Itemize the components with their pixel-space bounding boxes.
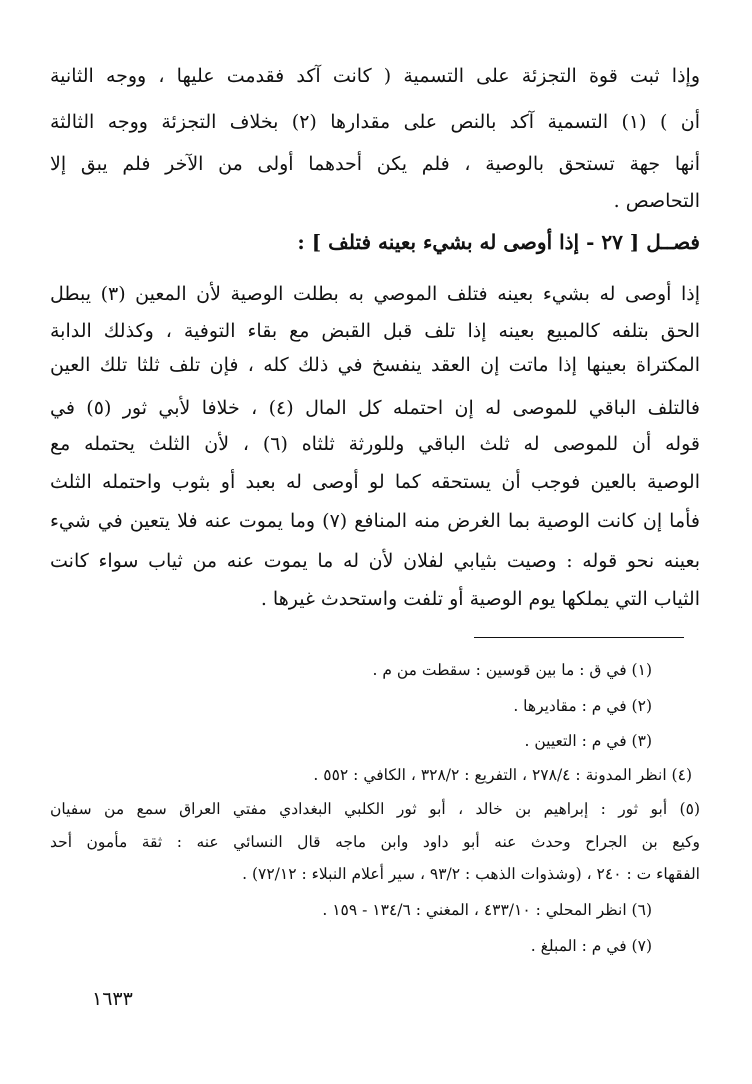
body-line: وإذا ثبت قوة التجزئة على التسمية ( كانت آكد فقدمت عليها ، ووجه الثانية (50, 65, 700, 87)
footnote: (٥) أبو ثور : إبراهيم بن خالد ، أبو ثور الكلبي البغدادي مفتي العراق سمع من سفيان (50, 800, 700, 818)
footnote: (٤) انظر المدونة : ٢٧٨/٤ ، التفريع : ٣٢٨/٢ ، الكافي : ٥٥٢ . (313, 766, 692, 784)
footnote: (٦) انظر المحلي : ٤٣٣/١٠ ، المغني : ١٣٤/٦ - ١٥٩ . (322, 901, 652, 919)
body-line: أن ) (١) التسمية آكد بالنص على مقدارها (٢) بخلاف التجزئة ووجه الثالثة (50, 111, 700, 133)
section-line: الوصية بالعين فوجب أن يستحقه كما لو أوصى له بعبد أو بثوب واحتمله الثلث (50, 471, 700, 493)
footnote-separator (474, 637, 684, 638)
page-number: ١٦٣٣ (92, 988, 133, 1010)
section-line: فأما إن كانت الوصية بما الغرض منه المنافع (٧) وما يموت عنه فلا يتعين في شيء (50, 510, 700, 532)
section-line: فالتلف الباقي للموصى له إن احتمله كل المال (٤) ، خلافا لأبي ثور (٥) في (50, 397, 700, 419)
footnote: الفقهاء ت : ٢٤٠ ، (وشذوات الذهب : ٩٣/٢ ، سير أعلام النبلاء : ٧٢/١٢) . (242, 865, 700, 883)
footnote: (٧) في م : المبلغ . (530, 937, 652, 955)
footnote: (٣) في م : التعيين . (524, 732, 652, 750)
section-line: إذا أوصى له بشيء بعينه فتلف الموصي به بطلت الوصية لأن المعين (٣) يبطل (50, 283, 700, 305)
footnote: (١) في ق : ما بين قوسين : سقطت من م . (372, 661, 652, 679)
section-line: الثياب التي يملكها يوم الوصية أو تلفت واستحدث غيرها . (260, 588, 700, 610)
body-line: التحاصص . (613, 190, 700, 212)
section-line: بعينه نحو قوله : وصيت بثيابي لفلان لأن له ما يموت عنه من ثياب سواء كانت (50, 550, 700, 572)
footnote: (٢) في م : مقاديرها . (513, 697, 652, 715)
section-heading: فصــل [ ٢٧ - إذا أوصى له بشيء بعينه فتلف ] : (297, 230, 700, 254)
section-line: المكتراة بعينها إذا ماتت إن العقد ينفسخ في ذلك كله ، فإن تلف ثلثا تلك العين (50, 354, 700, 376)
section-line: الحق بتلفه كالمبيع بعينه إذا تلف قبل القبض مع بقاء التوفية ، وكذلك الدابة (50, 320, 700, 342)
body-line: أنها جهة تستحق بالوصية ، فلم يكن أحدهما أولى من الآخر فلم يبق إلا (50, 153, 700, 175)
section-line: قوله أن للموصى له ثلث الباقي وللورثة ثلثاه (٦) ، لأن الثلث يحتمله مع (50, 433, 700, 455)
footnote: وكيع بن الجراح وحدث عنه أبو داود وابن ماجه قال النسائي عنه : ثقة مأمون أحد (50, 833, 700, 851)
